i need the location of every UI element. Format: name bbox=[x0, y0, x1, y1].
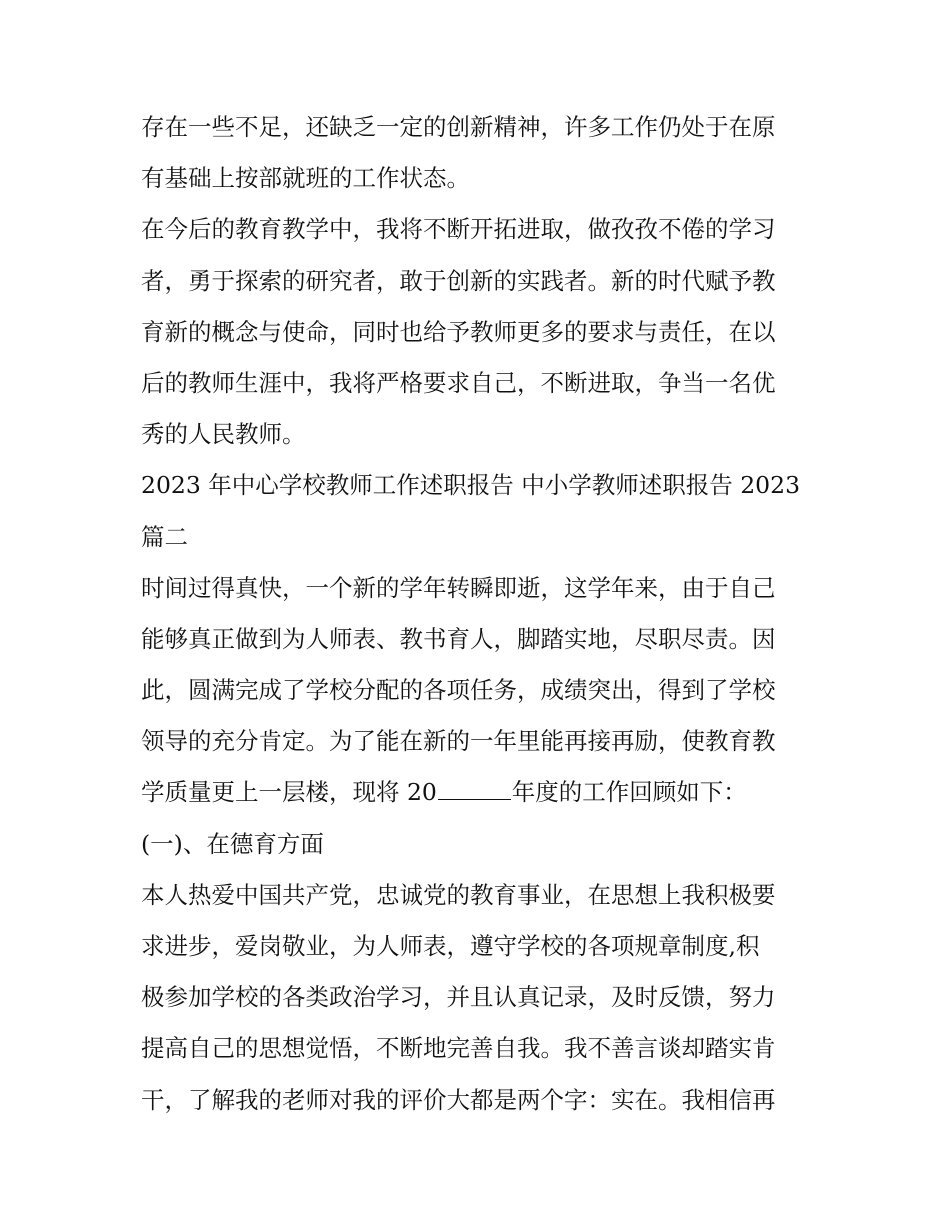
text-line: 本人热爱中国共产党，忠诚党的教育事业，在思想上我积极要 bbox=[141, 880, 776, 909]
text-line-with-blank bbox=[141, 767, 813, 818]
document-body bbox=[141, 102, 813, 1126]
section-subtitle-line: 篇二 bbox=[141, 522, 188, 551]
text-line: 提高自己的思想觉悟，不断地完善自我。我不善言谈却踏实肯 bbox=[141, 1034, 776, 1063]
text-line: 极参加学校的各类政治学习，并且认真记录，及时反馈，努力 bbox=[141, 983, 776, 1012]
section-title-line: 2023 年中心学校教师工作述职报告 中小学教师述职报告 2023 bbox=[141, 471, 801, 500]
text-line: 育新的概念与使命，同时也给予教师更多的要求与责任，在以 bbox=[141, 317, 776, 346]
text-line: 在今后的教育教学中，我将不断开拓进取，做孜孜不倦的学习 bbox=[141, 215, 776, 244]
text-line: 求进步，爱岗敬业，为人师表，遵守学校的各项规章制度,积 bbox=[141, 932, 760, 960]
text-line: 干，了解我的老师对我的评价大都是两个字：实在。我相信再 bbox=[141, 1085, 776, 1114]
text-segment: 学质量更上一层楼，现将 20 bbox=[141, 778, 437, 807]
text-segment: 年度的工作回顾如下： bbox=[511, 778, 747, 807]
text-line: 领导的充分肯定。为了能在新的一年里能再接再励，使教育教 bbox=[141, 727, 776, 756]
text-line: 秀的人民教师。 bbox=[141, 420, 306, 449]
text-line: 有基础上按部就班的工作状态。 bbox=[141, 164, 470, 193]
text-line: 者，勇于探索的研究者，敢于创新的实践者。新的时代赋予教 bbox=[141, 266, 776, 295]
text-line: 存在一些不足，还缺乏一定的创新精神，许多工作仍处于在原 bbox=[141, 113, 776, 141]
text-line: 能够真正做到为人师表、教书育人，脚踏实地，尽职尽责。因 bbox=[141, 624, 776, 653]
subsection-heading-line: (一)、在德育方面 bbox=[141, 829, 324, 858]
text-line: 时间过得真快，一个新的学年转瞬即逝，这学年来，由于自己 bbox=[141, 573, 776, 602]
fill-in-blank bbox=[438, 778, 511, 800]
text-line: 后的教师生涯中，我将严格要求自己，不断进取，争当一名优 bbox=[141, 368, 776, 397]
text-line: 此，圆满完成了学校分配的各项任务，成绩突出，得到了学校 bbox=[141, 676, 776, 705]
